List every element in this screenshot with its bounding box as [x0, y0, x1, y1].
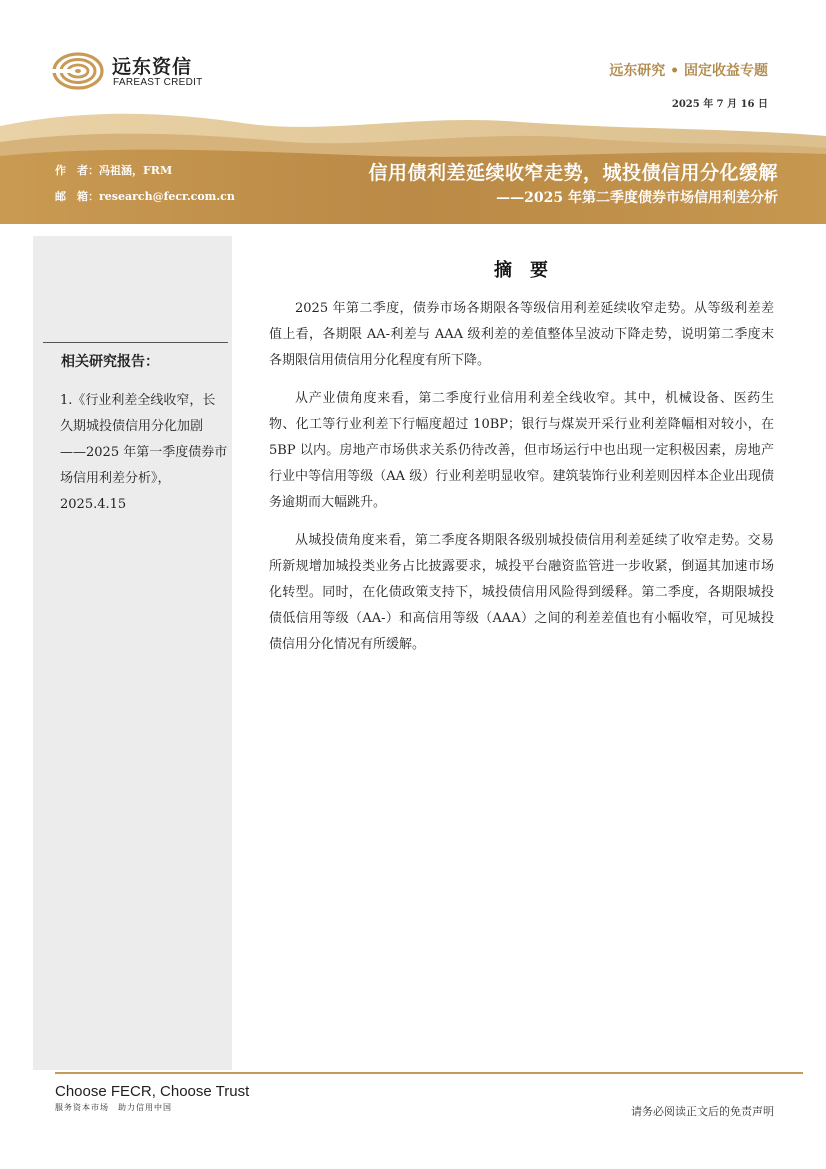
author-label: 作 者：	[55, 164, 99, 177]
footer-divider	[55, 1072, 803, 1074]
author-line	[55, 162, 172, 178]
report-date: 2025 年 7 月 16 日	[671, 99, 768, 110]
report-title: 信用债利差延续收窄走势，城投债信用分化缓解	[368, 162, 778, 184]
logo-english-name: FAREAST CREDIT	[113, 77, 203, 88]
fecr-swirl-icon	[52, 50, 106, 92]
company-logo	[52, 50, 212, 92]
report-series: 远东研究 • 固定收益专题	[609, 63, 768, 79]
abstract-paragraph: 从城投债角度来看，第二季度各期限各级别城投债信用利差延续了收窄走势。交易所新规增加城投类业务占比披露要求，城投平台融资监管进一步收紧，倒逼其加速市场化转型。同时，在化债政策支持下，城投债信用风险得到缓释。第二季度，各期限城投债低信用等级（AA-）和高信用等级（AAA）之间的利差差值也有小幅收窄，可见城投债信用分化情况有所缓解。	[269, 533, 774, 652]
logo-chinese-name: 远东资信	[112, 56, 193, 78]
email-address[interactable]: research@fecr.com.cn	[99, 190, 235, 203]
report-subtitle: ——2025 年第二季度债券市场信用利差分析	[496, 190, 778, 206]
sidebar	[33, 236, 232, 1070]
abstract-title: 摘要	[494, 260, 566, 281]
footer-slogan: Choose FECR, Choose Trust	[55, 1083, 250, 1100]
abstract-body	[269, 296, 774, 670]
abstract-paragraph: 2025 年第二季度，债券市场各期限各等级信用利差延续收窄走势。从等级利差差值上看，各期限 AA-利差与 AAA 级利差的差值整体呈波动下降走势，说明第二季度末各期限信用债信用分化程度有所下降。	[269, 301, 774, 368]
footer-slogan-sub: 服务资本市场 助力信用中国	[55, 1103, 172, 1112]
email-line	[55, 188, 235, 204]
disclaimer-note: 请务必阅读正文后的免责声明	[631, 1105, 774, 1118]
sidebar-divider	[43, 342, 228, 343]
email-label: 邮 箱：	[55, 190, 99, 203]
author-name: 冯祖涵，FRM	[99, 164, 173, 177]
related-reports-heading: 相关研究报告：	[61, 354, 159, 370]
related-report-item: 1.《行业利差全线收窄，长久期城投债信用分化加剧——2025 年第一季度债券市场信用利差分析》，2025.4.15	[60, 393, 228, 512]
abstract-paragraph: 从产业债角度来看，第二季度行业信用利差全线收窄。其中，机械设备、医药生物、化工等行业利差下行幅度超过 10BP；银行与煤炭开采行业利差降幅相对较小，在 5BP 以内。房地产市场供求关系仍待改善，但市场运行中也出现一定积极因素，房地产行业中等信用等级（AA 级）行业利差明显收窄。建筑装饰行业利差则因样本企业出现债务逾期而大幅跳升。	[269, 391, 774, 510]
